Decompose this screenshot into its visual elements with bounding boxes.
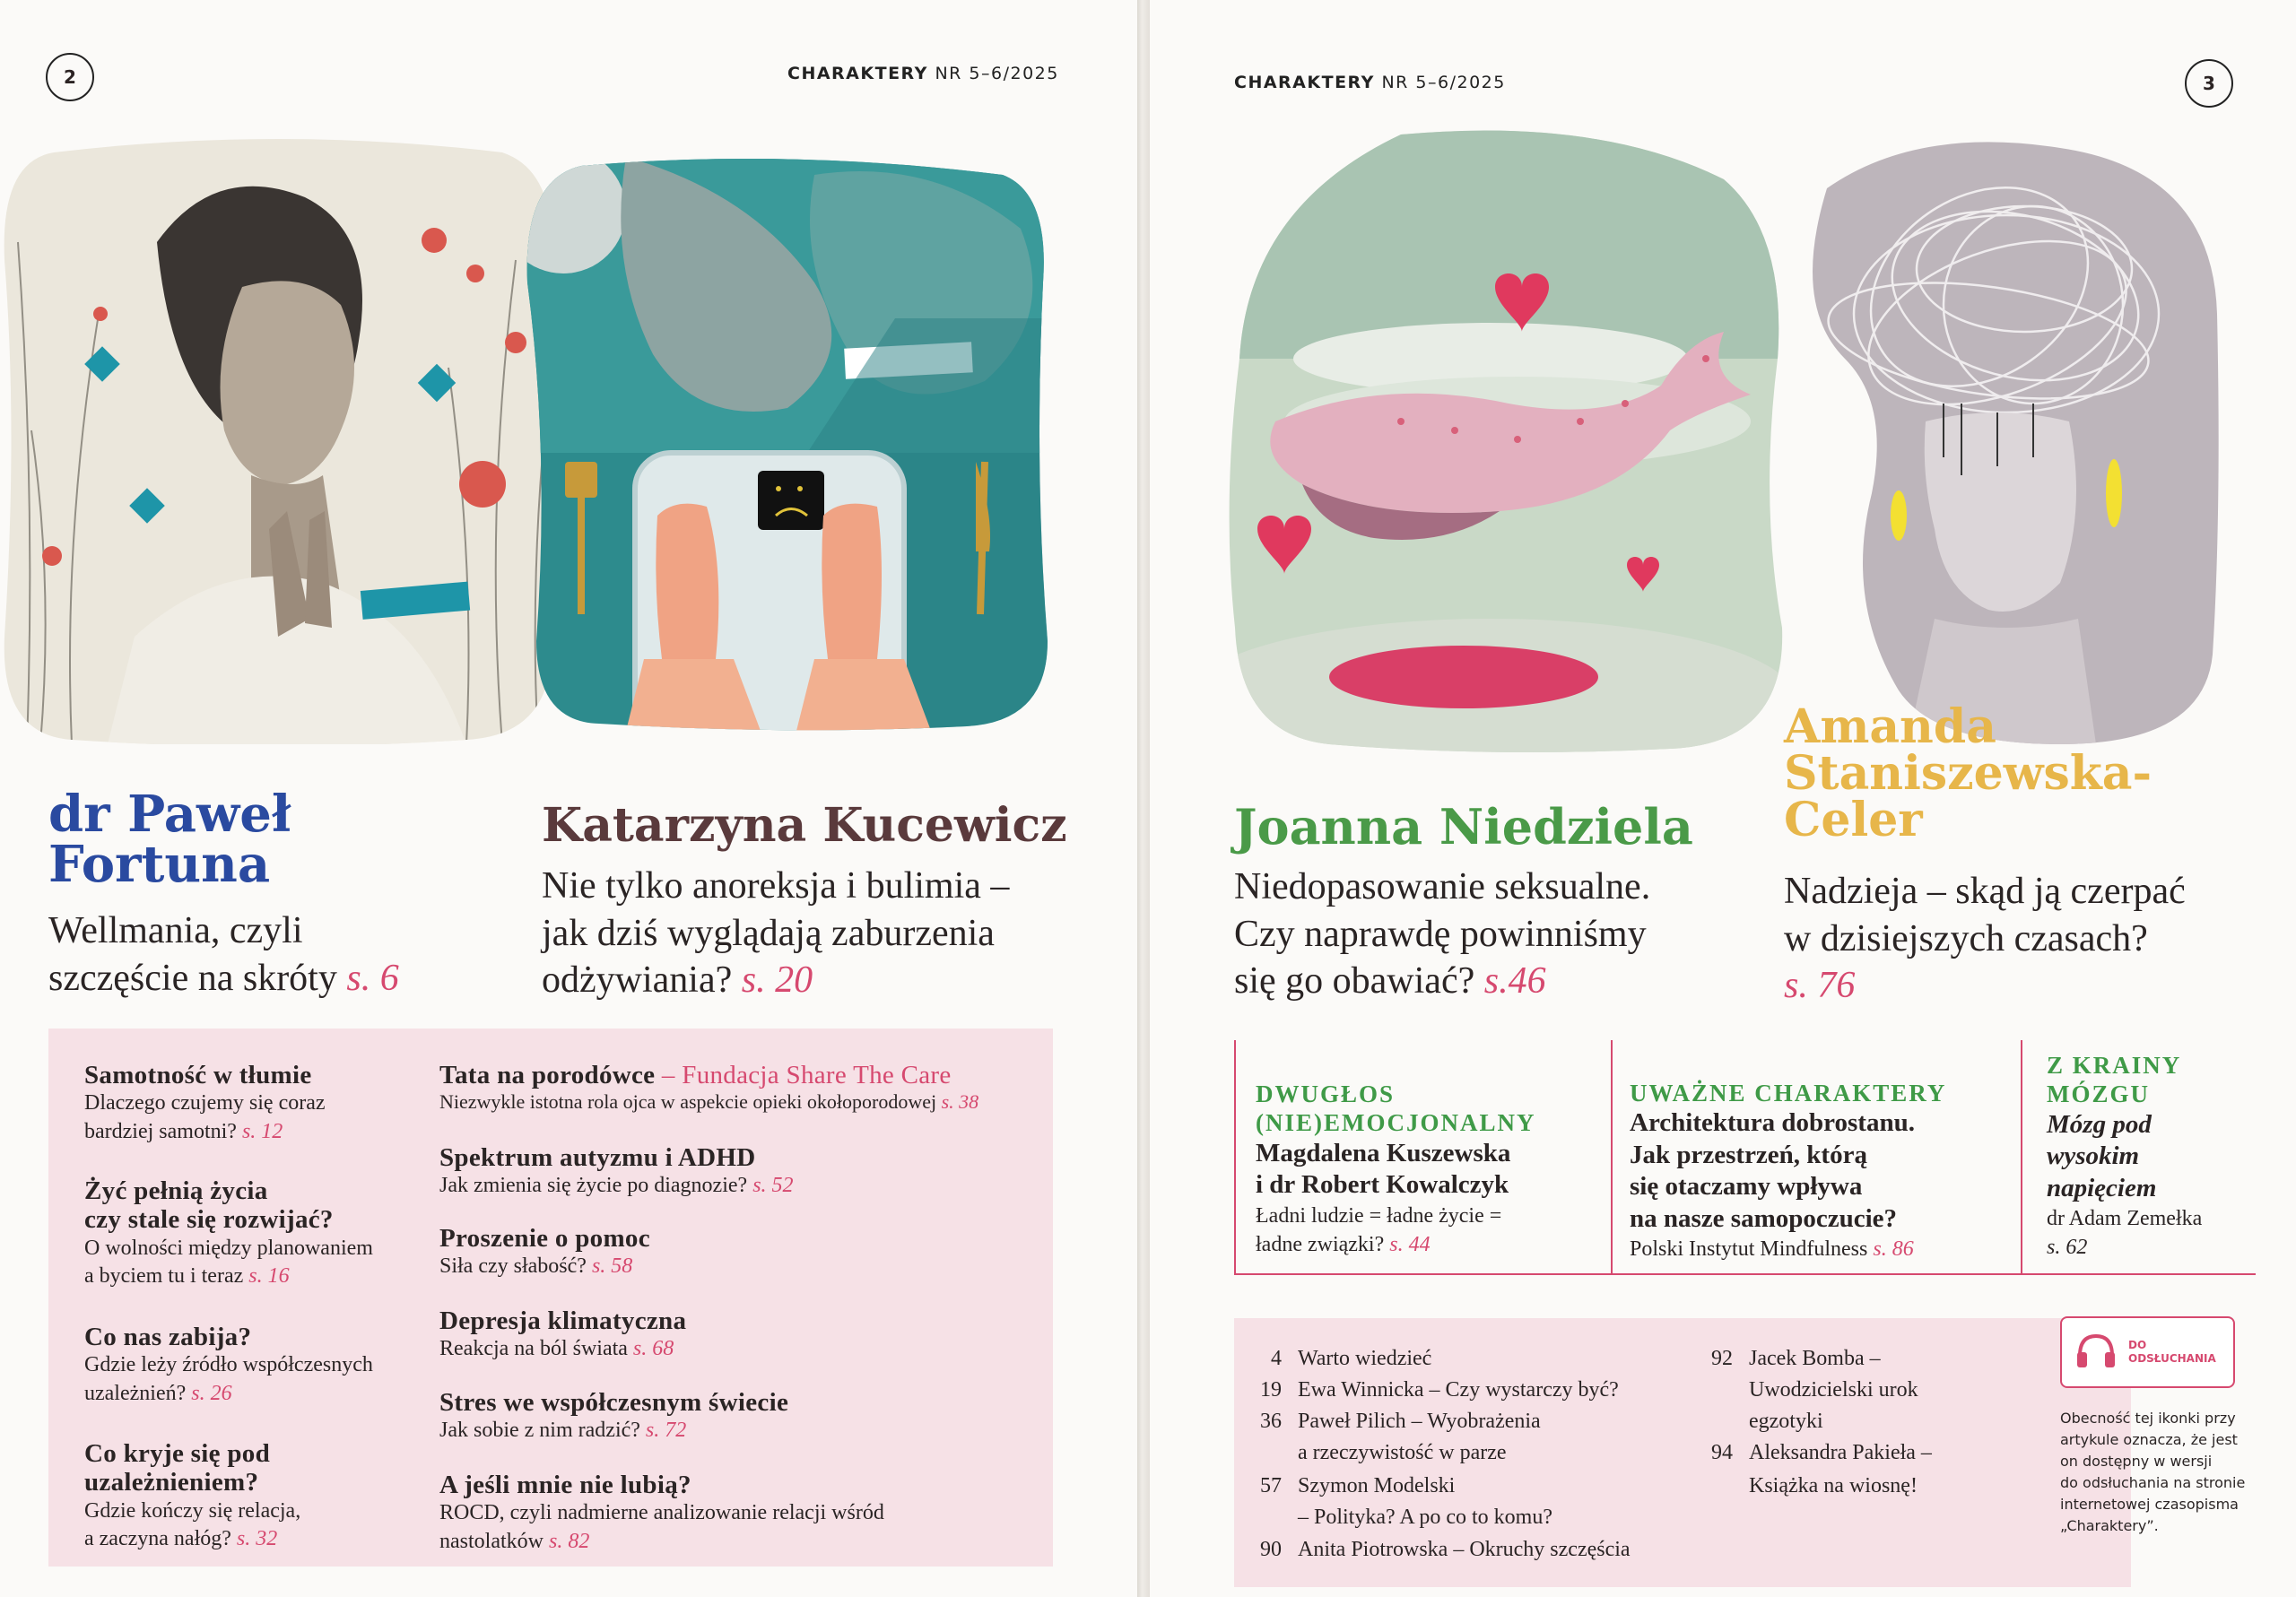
list-row[interactable] <box>1697 1377 1918 1403</box>
feature-teaser-wellmania <box>48 907 399 1002</box>
toc-title: Co nas zabija? <box>84 1323 252 1351</box>
audio-note <box>2060 1408 2245 1537</box>
section-title: Architektura dobrostanu. <box>1630 1108 1915 1138</box>
toc-sub: ROCD, czyli nadmierne analizowanie relacji wśród <box>439 1501 884 1525</box>
issue-number: NR 5–6/2025 <box>935 64 1059 83</box>
teaser-line2: jak dziś wyglądają zaburzenia <box>542 912 995 954</box>
section-sub: Ładni ludzie = ładne życie = <box>1256 1203 1502 1228</box>
toc-title: Tata na porodówce <box>439 1061 656 1089</box>
teaser-line3: odżywiania? <box>542 959 733 1001</box>
page-ref: s. 68 <box>632 1337 674 1361</box>
toc-item-co-nas-zabija[interactable] <box>84 1323 373 1408</box>
list-num: 57 <box>1260 1474 1282 1497</box>
list-text: Paweł Pilich – Wyobrażenia <box>1298 1410 1541 1433</box>
author-line3: Celer <box>1784 793 1923 847</box>
toc-item-spektrum-autyzmu[interactable] <box>439 1143 794 1201</box>
toc-item-proszenie-o-pomoc[interactable] <box>439 1224 650 1281</box>
toc-sub: a byciem tu i teraz <box>84 1264 244 1289</box>
teaser-line1: Niedopasowanie seksualne. <box>1234 866 1651 907</box>
section-kicker: (NIE)EMOCJONALNY <box>1256 1109 1536 1137</box>
section-title: Mózg pod <box>2047 1109 2152 1139</box>
audio-note-line: Obecność tej ikonki przy <box>2060 1410 2236 1427</box>
feature-author-staniszewska <box>1784 699 2152 847</box>
list-num: 19 <box>1260 1378 1282 1402</box>
illustration-whale <box>1222 126 1787 753</box>
left-page <box>0 0 1137 1597</box>
section-kicker: UWAŻNE CHARAKTERY <box>1630 1080 1947 1107</box>
toc-sub: uzależnień? <box>84 1381 187 1405</box>
section-kicker: DWUGŁOS <box>1256 1081 1396 1107</box>
toc-sub: Jak sobie z nim radzić? <box>439 1419 640 1443</box>
page-ref[interactable]: s. 6 <box>346 957 399 999</box>
list-num: 36 <box>1260 1410 1282 1433</box>
illustration-whale-svg <box>1222 126 1787 753</box>
illustration-hope-svg <box>1791 135 2222 744</box>
feature-teaser-hope <box>1784 868 2186 1010</box>
page-gutter <box>1137 0 1150 1597</box>
teaser-line2: Czy naprawdę powinniśmy <box>1234 913 1647 955</box>
page-ref: s. 58 <box>591 1254 633 1279</box>
page-number-left: 2 <box>46 53 94 101</box>
list-text: Warto wiedzieć <box>1298 1347 1432 1370</box>
toc-item-stres[interactable] <box>439 1388 788 1445</box>
toc-sub: a zaczyna nałóg? <box>84 1527 231 1551</box>
page-ref: s. 72 <box>645 1419 687 1443</box>
list-text: Aleksandra Pakieła – <box>1749 1441 1932 1464</box>
toc-sub: nastolatków <box>439 1529 544 1553</box>
author-line2: Fortuna <box>48 835 271 894</box>
list-text: Ewa Winnicka – Czy wystarczy być? <box>1298 1378 1619 1402</box>
section-kicker: MÓZGU <box>2047 1081 2150 1108</box>
list-text: egzotyki <box>1749 1410 1823 1433</box>
list-row[interactable] <box>1697 1473 1918 1499</box>
feature-author-kucewicz: Katarzyna Kucewicz <box>542 798 1067 853</box>
toc-item-a-jesli-mnie-nie-lubia[interactable] <box>439 1471 884 1556</box>
toc-title: Samotność w tłumie <box>84 1061 312 1089</box>
section-title: Jak przestrzeń, którą <box>1630 1140 1867 1169</box>
teaser-line2: szczęście na skróty <box>48 957 337 999</box>
teaser-line1: Wellmania, czyli <box>48 910 303 951</box>
toc-title: Depresja klimatyczna <box>439 1306 687 1335</box>
page-ref: s. 44 <box>1389 1232 1431 1256</box>
toc-sub: bardziej samotni? <box>84 1119 237 1143</box>
toc-title: A jeśli mnie nie lubią? <box>439 1471 691 1499</box>
toc-title: Co kryje się pod <box>84 1439 270 1468</box>
teaser-line2: w dzisiejszych czasach? <box>1784 917 2148 959</box>
list-text: a rzeczywistość w parze <box>1298 1441 1507 1464</box>
list-row[interactable] <box>1697 1409 1823 1435</box>
toc-title-tail: – Fundacja Share The Care <box>655 1061 952 1089</box>
toc-sub: Siła czy słabość? <box>439 1254 587 1279</box>
section-dwuglos[interactable] <box>1256 1080 1536 1259</box>
audio-note-line: artykule oznacza, że jest <box>2060 1431 2238 1448</box>
toc-item-co-kryje-sie[interactable] <box>84 1439 300 1553</box>
section-sub: dr Adam Zemełka <box>2047 1206 2203 1230</box>
page-number-right: 3 <box>2185 59 2233 108</box>
audio-badge-label-line2: ODSŁUCHANIA <box>2128 1352 2216 1365</box>
list-num: 4 <box>1271 1347 1282 1370</box>
list-text: Anita Piotrowska – Okruchy szczęścia <box>1298 1538 1631 1561</box>
toc-sub: Gdzie leży źródło współczesnych <box>84 1353 373 1377</box>
page-ref: s. 62 <box>2047 1236 2088 1260</box>
audio-badge-label-line1: DO <box>2128 1339 2147 1351</box>
illustration-eating-disorders-svg <box>518 157 1049 731</box>
illustration-wellmania <box>0 135 556 744</box>
feature-teaser-eating <box>542 863 1009 1004</box>
list-num: 92 <box>1711 1347 1733 1370</box>
toc-sub: Jak zmienia się życie po diagnozie? <box>439 1174 748 1198</box>
section-title: się otaczamy wpływa <box>1630 1172 1863 1202</box>
toc-item-depresja-klimatyczna[interactable] <box>439 1306 686 1364</box>
toc-title: uzależnieniem? <box>84 1468 259 1497</box>
teaser-line3: się go obawiać? <box>1234 960 1475 1002</box>
running-head-left <box>787 64 1059 83</box>
running-head-right <box>1234 73 1506 92</box>
toc-item-samotnosc[interactable] <box>84 1061 326 1146</box>
section-title: i dr Robert Kowalczyk <box>1256 1170 1509 1200</box>
illustration-wellmania-svg <box>0 135 556 744</box>
page-ref[interactable]: s.46 <box>1483 960 1546 1002</box>
author-line1: dr Paweł <box>48 785 291 844</box>
toc-title: Spektrum autyzmu i ADHD <box>439 1143 756 1172</box>
page-ref: s. 52 <box>752 1174 794 1198</box>
feature-author-niedziela: Joanna Niedziela <box>1234 798 1693 855</box>
toc-title: Stres we współczesnym świecie <box>439 1388 789 1417</box>
section-title: Magdalena Kuszewska <box>1256 1138 1511 1167</box>
teaser-line1: Nadzieja – skąd ją czerpać <box>1784 871 2186 912</box>
list-row[interactable] <box>1697 1346 1881 1372</box>
feature-teaser-sexual <box>1234 864 1650 1005</box>
toc-item-zyc-pelnia[interactable] <box>84 1176 373 1290</box>
list-num: 94 <box>1711 1441 1733 1464</box>
author-line2: Staniszewska- <box>1784 746 2152 801</box>
list-row[interactable] <box>1246 1346 1431 1372</box>
issue-number: NR 5–6/2025 <box>1381 73 1506 92</box>
page-ref: s. 16 <box>248 1264 290 1289</box>
toc-sub: O wolności między planowaniem <box>84 1236 373 1260</box>
page-ref: s. 86 <box>1873 1237 1914 1261</box>
list-row[interactable] <box>1697 1440 1932 1466</box>
list-row[interactable] <box>1246 1409 1541 1435</box>
list-text: Szymon Modelski <box>1298 1474 1456 1497</box>
toc-sub: Reakcja na ból świata <box>439 1337 628 1361</box>
list-text: – Polityka? A po co to komu? <box>1298 1506 1552 1529</box>
toc-title: Proszenie o pomoc <box>439 1224 650 1253</box>
section-sub: ładne związki? <box>1256 1232 1385 1256</box>
list-row[interactable] <box>1246 1377 1619 1403</box>
list-text: Książka na wiosnę! <box>1749 1474 1918 1497</box>
section-kicker: Z KRAINY <box>2047 1052 2182 1079</box>
audio-badge-label <box>2128 1339 2216 1366</box>
list-row[interactable] <box>1246 1473 1455 1499</box>
audio-note-line: „Charaktery”. <box>2060 1517 2159 1534</box>
section-sub: Polski Instytut Mindfulness <box>1630 1237 1868 1261</box>
toc-sub: Dlaczego czujemy się coraz <box>84 1091 326 1115</box>
illustration-hope <box>1791 135 2222 744</box>
page-ref[interactable]: s. 76 <box>1784 965 1856 1006</box>
headphones-icon <box>2074 1331 2118 1374</box>
magazine-name: CHARAKTERY <box>787 64 928 83</box>
feature-author-fortuna <box>48 785 291 894</box>
list-text: Jacek Bomba – <box>1749 1347 1881 1370</box>
list-row[interactable] <box>1246 1440 1507 1466</box>
author-line1: Amanda <box>1784 699 1996 754</box>
teaser-line1: Nie tylko anoreksja i bulimia – <box>542 865 1010 907</box>
audio-note-line: internetowej czasopisma <box>2060 1496 2239 1513</box>
illustration-eating-disorders <box>518 157 1049 731</box>
toc-sub: Gdzie kończy się relacja, <box>84 1498 301 1523</box>
section-z-krainy-mozgu[interactable] <box>2047 1051 2202 1263</box>
magazine-name: CHARAKTERY <box>1234 73 1375 92</box>
section-title: na nasze samopoczucie? <box>1630 1203 1898 1233</box>
audio-note-line: on dostępny w wersji <box>2060 1453 2213 1470</box>
toc-title: czy stale się rozwijać? <box>84 1205 334 1235</box>
page-ref: s. 12 <box>241 1119 283 1143</box>
list-row[interactable] <box>1246 1537 1631 1563</box>
page-ref: s. 26 <box>191 1381 232 1405</box>
section-uwazne-charaktery[interactable] <box>1630 1079 1946 1263</box>
toc-title: Żyć pełnią życia <box>84 1176 268 1205</box>
toc-item-tata-na-porodowce[interactable] <box>439 1061 978 1115</box>
page-ref: s. 38 <box>941 1090 979 1114</box>
page-ref: s. 82 <box>548 1529 590 1553</box>
audio-badge <box>2060 1316 2235 1388</box>
page-ref: s. 32 <box>236 1527 278 1551</box>
toc-sub: Niezwykle istotna rola ojca w aspekcie opieki okołoporodowej <box>439 1090 937 1114</box>
audio-note-line: do odsłuchania na stronie <box>2060 1474 2246 1491</box>
section-title: napięciem <box>2047 1173 2157 1202</box>
list-text: Uwodzicielski urok <box>1749 1378 1918 1402</box>
section-title: wysokim <box>2047 1141 2140 1171</box>
list-num: 90 <box>1260 1538 1282 1561</box>
page-ref[interactable]: s. 20 <box>741 959 813 1001</box>
list-row[interactable] <box>1246 1505 1552 1531</box>
right-page <box>1150 0 2296 1597</box>
